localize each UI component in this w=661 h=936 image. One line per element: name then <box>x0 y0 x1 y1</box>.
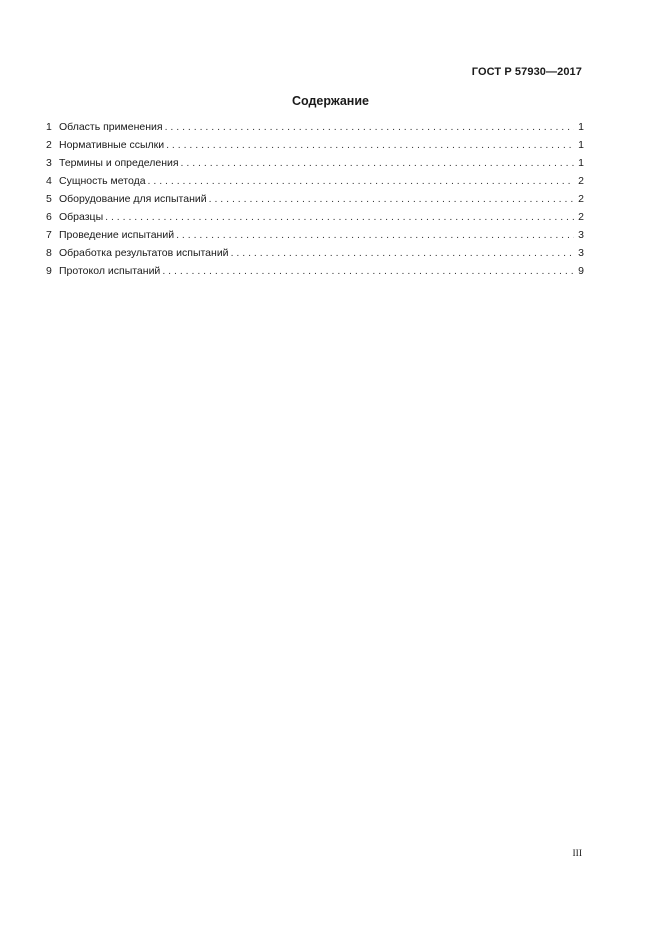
toc-entry-page: 2 <box>578 175 584 187</box>
toc-entry[interactable] <box>46 211 584 229</box>
toc-entry[interactable] <box>46 193 584 211</box>
document-code: ГОСТ Р 57930—2017 <box>471 66 582 78</box>
toc-entry-page: 1 <box>578 157 584 169</box>
toc-dot-leader <box>162 265 574 277</box>
toc-entry-number: 7 <box>46 229 52 241</box>
toc-entry-label: Сущность метода <box>59 175 146 187</box>
toc-entry-label: Оборудование для испытаний <box>59 193 207 205</box>
toc-entry-number: 4 <box>46 175 52 187</box>
toc-entry-number: 8 <box>46 247 52 259</box>
toc-dot-leader <box>231 247 574 259</box>
toc-entry-page: 2 <box>578 211 584 223</box>
toc-dot-leader <box>166 139 574 151</box>
toc-dot-leader <box>105 211 574 223</box>
toc-entry-number: 9 <box>46 265 52 277</box>
toc-entry-label: Протокол испытаний <box>59 265 161 277</box>
toc-entry-label: Термины и определения <box>59 157 179 169</box>
toc-entry-label: Обработка результатов испытаний <box>59 247 229 259</box>
toc-dot-leader <box>209 193 574 205</box>
toc-entry-page: 3 <box>578 247 584 259</box>
toc-entry[interactable] <box>46 247 584 265</box>
page-number: III <box>572 849 582 859</box>
toc-entry[interactable] <box>46 175 584 193</box>
toc-entry-page: 9 <box>578 265 584 277</box>
toc-entry-number: 2 <box>46 139 52 151</box>
toc-entry[interactable] <box>46 121 584 139</box>
toc-dot-leader <box>148 175 574 187</box>
toc-entry[interactable] <box>46 139 584 157</box>
contents-title: Содержание <box>291 94 369 108</box>
toc-entry-label: Нормативные ссылки <box>59 139 165 151</box>
toc-dot-leader <box>176 229 574 241</box>
table-of-contents <box>46 121 584 283</box>
toc-dot-leader <box>181 157 574 169</box>
toc-entry[interactable] <box>46 229 584 247</box>
toc-entry-number: 5 <box>46 193 52 205</box>
toc-entry-page: 2 <box>578 193 584 205</box>
toc-entry-number: 6 <box>46 211 52 223</box>
toc-dot-leader <box>165 121 574 133</box>
toc-entry-page: 3 <box>578 229 584 241</box>
toc-entry[interactable] <box>46 157 584 175</box>
toc-entry-label: Проведение испытаний <box>59 229 175 241</box>
toc-entry-label: Область применения <box>59 121 163 133</box>
toc-entry-page: 1 <box>578 121 584 133</box>
toc-entry-label: Образцы <box>59 211 104 223</box>
toc-entry-number: 3 <box>46 157 52 169</box>
toc-entry[interactable] <box>46 265 584 283</box>
toc-entry-page: 1 <box>578 139 584 151</box>
toc-entry-number: 1 <box>46 121 52 133</box>
